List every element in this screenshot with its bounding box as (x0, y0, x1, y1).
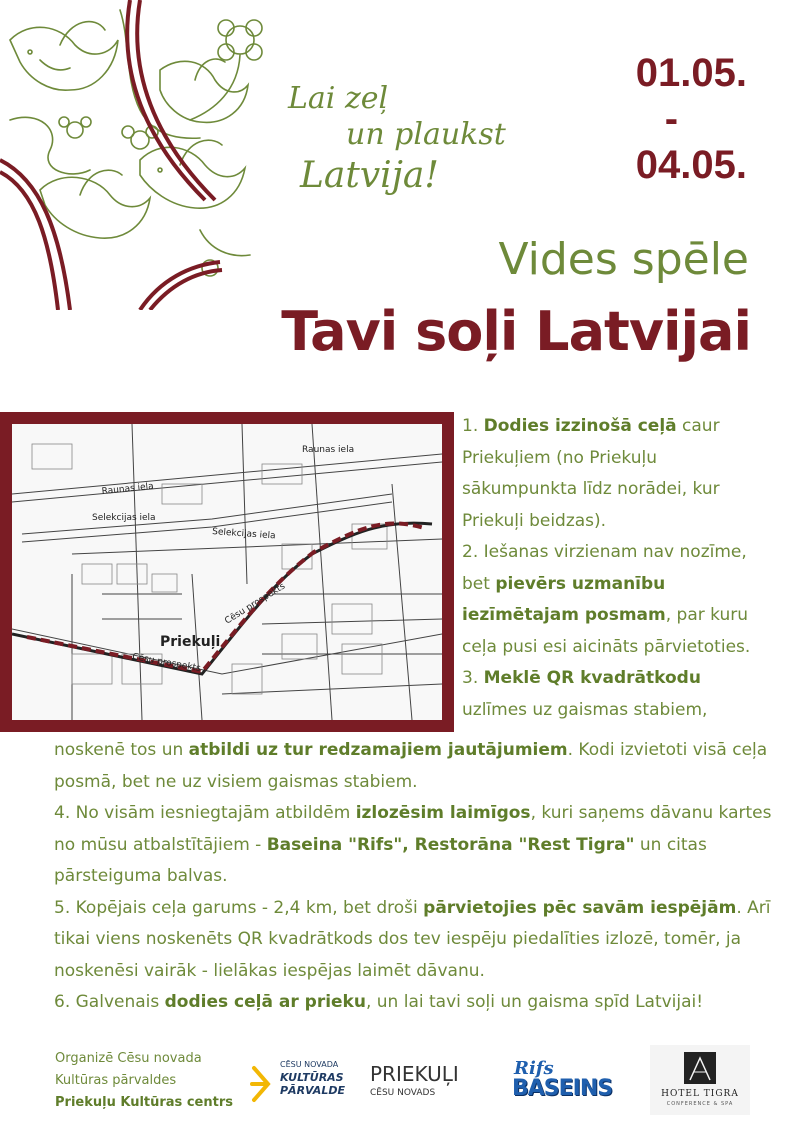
instruction-6: 6. Galvenais dodies ceļā ar prieku, un lai tavi soļi un gaisma spīd Latvijai! (54, 992, 704, 1012)
script-slogan (288, 82, 518, 222)
rifs-baseins-logo (512, 1058, 622, 1108)
map-label-raunas-top: Raunas iela (302, 445, 355, 455)
instruction-1: 1. Dodies izzinošā ceļā caur Priekuļiem (no Priekuļu sākumpunkta līdz norādei, kur Priekuļi beidzas). (462, 416, 720, 531)
logo3-small: Rifs (514, 1058, 554, 1079)
route-map-frame (0, 412, 454, 732)
instruction-3-start: 3. Meklē QR kvadrātkodu uzlīmes uz gaismas stabiem, (462, 668, 708, 720)
instructions-bottom (54, 735, 774, 1019)
map-label-raunas-left: Raunas iela (101, 481, 155, 497)
logo2-main: PRIEKUĻI (370, 1062, 459, 1086)
instructions-right-column (462, 411, 762, 726)
hotel-tigra-logo (650, 1045, 750, 1115)
route-map (12, 424, 442, 720)
organizer-line-1: Organizē Cēsu novada (55, 1051, 202, 1066)
map-label-cesu-lower: Cēsu prospekts (131, 652, 202, 674)
logo1-line-2: KULTŪRAS (280, 1071, 344, 1084)
logo2-sub: CĒSU NOVADS (370, 1088, 436, 1098)
map-label-selekcijas-mid: Selekcijas iela (211, 527, 276, 542)
logo1-line-3: PĀRVALDE (280, 1084, 345, 1097)
cesu-kulturas-parvalde-logo (250, 1060, 350, 1108)
instruction-3-cont: noskenē tos un atbildi uz tur redzamajiem jautājumiem. Kodi izvietoti visā ceļa posmā, bet ne uz visiem gaismas stabiem. (54, 740, 768, 792)
decorative-doves-illustration (0, 0, 300, 310)
date-dash: - (664, 97, 679, 141)
script-line-1: Lai zeļ (288, 81, 389, 116)
instruction-5: 5. Kopējais ceļa garums - 2,4 km, bet droši pārvietojies pēc savām iespējām. Arī tikai viens noskenēts QR kvadrātkods dos tev iespēju piedalīties izlozē, tomēr, ja noskenēsi vairāk - lielākas iespējas laimēt dāvanu. (54, 897, 771, 981)
script-line-2: un plaukst (346, 117, 506, 152)
instruction-2: 2. Iešanas virzienam nav nozīme, bet pievērs uzmanību iezīmētajam posmam, par kuru ceļa pusi esi aicināts pārvietoties. (462, 542, 751, 657)
map-label-selekcijas-left: Selekcijas iela (92, 513, 156, 523)
page-subtitle: Vides spēle (498, 234, 749, 285)
map-label-cesu-upper: Cēsu prospekts (223, 581, 288, 627)
logo1-line-1: CĒSU NOVADA (280, 1060, 339, 1069)
script-line-3: Latvija! (300, 155, 439, 196)
organizer-text (55, 1048, 233, 1114)
map-label-town: Priekuļi (160, 634, 221, 650)
event-dates (636, 50, 747, 188)
hotel-tigra-mark-icon (682, 1050, 718, 1086)
page-title: Tavi soļi Latvijai (281, 300, 751, 363)
logo4-sub: CONFERENCE & SPA (666, 1101, 734, 1107)
organizer-line-3: Priekuļu Kultūras centrs (55, 1095, 233, 1110)
logo3-main: BASEINS (512, 1076, 613, 1101)
kulturas-parvalde-mark-icon (250, 1064, 274, 1104)
organizer-line-2: Kultūras pārvaldes (55, 1073, 177, 1088)
date-end: 04.05. (635, 143, 747, 187)
date-start: 01.05. (635, 51, 747, 95)
instruction-4: 4. No visām iesniegtajām atbildēm izlozēsim laimīgos, kuri saņems dāvanu kartes no mūsu atbalstītājiem - Baseina "Rifs", Restorāna "Rest Tigra" un citas pārsteiguma balvas. (54, 803, 772, 886)
logo4-main: HOTEL TIGRA (661, 1089, 739, 1099)
priekuli-logo (370, 1062, 480, 1102)
